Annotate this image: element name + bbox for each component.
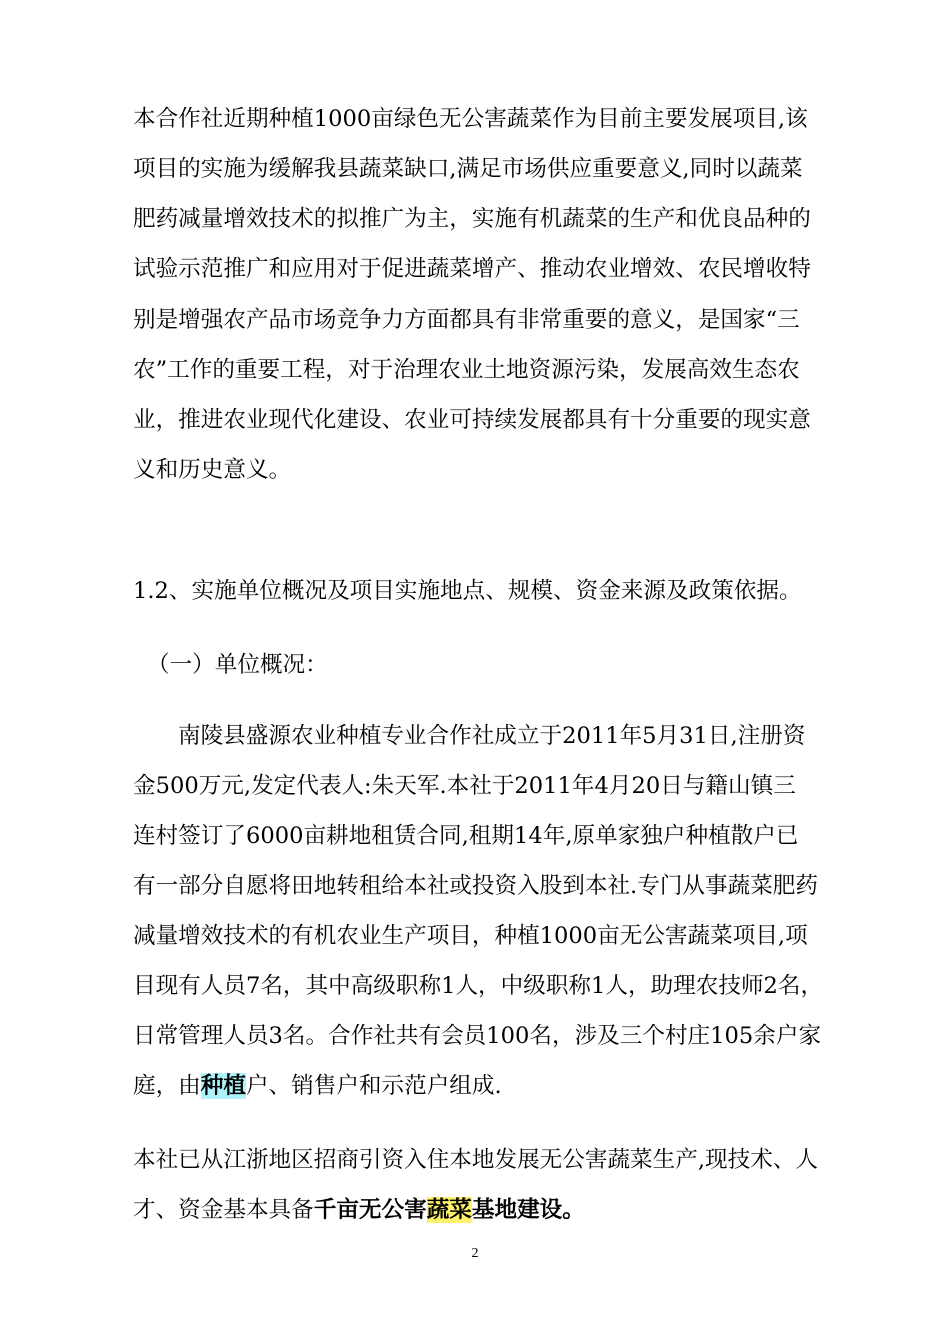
text-line: 目现有人员7名，其中高级职称1人，中级职称1人，助理农技师2名， [133, 973, 824, 999]
text-line: 肥药减量增效技术的拟推广为主，实施有机蔬菜的生产和优良品种的 [133, 206, 811, 232]
text-line: 试验示范推广和应用对于促进蔬菜增产、推动农业增效、农民增收特 [133, 256, 811, 282]
text-line: 本社已从江浙地区招商引资入住本地发展无公害蔬菜生产,现技术、人 [133, 1147, 818, 1173]
text-span: 才、资金基本具备 [133, 1197, 314, 1223]
subheading-unit-overview: （一）单位概况： [147, 652, 328, 678]
text-line: 金500万元,发定代表人:朱天军.本社于2011年4月20日与籍山镇三 [133, 773, 796, 799]
highlighted-text: 蔬菜 [426, 1197, 472, 1223]
text-line: 项目的实施为缓解我县蔬菜缺口,满足市场供应重要意义,同时以蔬菜 [133, 156, 803, 182]
text-line: 义和历史意义。 [133, 457, 292, 483]
text-line: 业，推进农业现代化建设、农业可持续发展都具有十分重要的现实意 [133, 407, 811, 433]
highlighted-text: 种植 [200, 1073, 246, 1099]
bold-text: 基地建设。 [471, 1197, 585, 1223]
text-span: 庭，由 [133, 1073, 201, 1099]
text-line: 别是增强农产品市场竞争力方面都具有非常重要的意义，是国家“三 [133, 307, 800, 333]
text-line [133, 1195, 585, 1225]
text-line: 日常管理人员3名。合作社共有会员100名，涉及三个村庄105余户家 [133, 1023, 822, 1049]
text-span: 户、销售户和示范户组成. [245, 1073, 502, 1099]
section-heading: 1.2、实施单位概况及项目实施地点、规模、资金来源及政策依据。 [133, 578, 802, 604]
text-line: 本合作社近期种植1000亩绿色无公害蔬菜作为目前主要发展项目,该 [133, 106, 808, 132]
text-line [133, 1071, 502, 1101]
text-line: 有一部分自愿将田地转租给本社或投资入股到本社.专门从事蔬菜肥药 [133, 873, 818, 899]
text-line: 农”工作的重要工程，对于治理农业土地资源污染，发展高效生态农 [133, 357, 800, 383]
text-line: 减量增效技术的有机农业生产项目，种植1000亩无公害蔬菜项目,项 [133, 923, 808, 949]
page-number: 2 [471, 1246, 479, 1261]
text-line: 连村签订了6000亩耕地租赁合同,租期14年,原单家独户种植散户已 [133, 823, 799, 849]
bold-text: 千亩无公害 [313, 1197, 427, 1223]
text-line: 南陵县盛源农业种植专业合作社成立于2011年5月31日,注册资 [178, 723, 806, 749]
